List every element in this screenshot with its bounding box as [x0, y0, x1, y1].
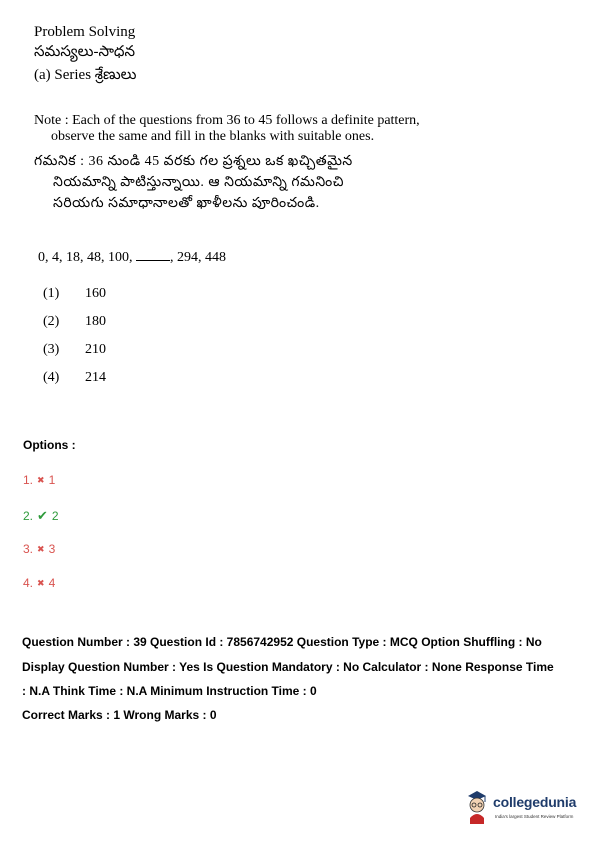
metadata-line2: Display Question Number : Yes Is Question Mandatory : No Calculator : None Response Time	[22, 659, 554, 674]
check-icon: ✔	[37, 508, 48, 523]
brand-tagline: India's largest Student Review Platform	[495, 814, 574, 819]
choice-item	[43, 314, 106, 342]
note-telugu-line1: గమనిక : 36 నుండి 45 వరకు గల ప్రశ్నలు ఒక ఖచ్చితమైన	[34, 154, 353, 169]
option-label: 2.	[23, 509, 34, 523]
option-2	[23, 508, 59, 524]
mascot-icon	[462, 788, 492, 826]
note-english	[34, 113, 454, 145]
note-english-line2: observe the same and fill in the blanks with suitable ones.	[51, 129, 375, 144]
option-value: 1	[48, 473, 56, 487]
option-label: 1.	[23, 473, 34, 487]
metadata-line3: : N.A Think Time : N.A Minimum Instruction Time : 0	[22, 684, 317, 698]
option-1	[23, 473, 55, 487]
choice-item	[43, 286, 106, 314]
choice-value: 180	[85, 314, 106, 329]
option-3	[23, 542, 55, 556]
metadata-line1: Question Number : 39 Question Id : 7856742952 Question Type : MCQ Option Shuffling : No	[22, 635, 542, 649]
heading-english: Problem Solving	[34, 24, 136, 40]
collegedunia-logo	[462, 788, 588, 828]
option-value: 4	[48, 576, 56, 590]
question-choices	[43, 286, 106, 398]
choice-number: (2)	[43, 314, 60, 329]
note-telugu-line3: సరియగు సమాధానాలతో ఖాళీలను పూరించండి.	[53, 196, 320, 211]
cross-icon: ✖	[37, 474, 45, 485]
series-blank	[136, 248, 170, 261]
question-header	[34, 22, 454, 85]
choice-item	[43, 342, 106, 370]
choice-value: 160	[85, 286, 106, 301]
option-value: 3	[48, 542, 56, 556]
options-heading: Options :	[23, 438, 76, 452]
choice-value: 214	[85, 370, 106, 385]
series-end: , 294, 448	[170, 250, 226, 265]
choice-number: (1)	[43, 286, 60, 301]
brand-name: collegedunia	[493, 794, 577, 810]
choice-value: 210	[85, 342, 106, 357]
choice-number: (3)	[43, 342, 60, 357]
heading-telugu: సమస్యలు-సాధన	[34, 44, 136, 60]
note-telugu-line2: నియమాన్ని పాటిస్తున్నాయి. ఆ నియమాన్ని గమనించి	[53, 175, 344, 190]
question-metadata	[22, 630, 577, 704]
note-telugu	[34, 151, 454, 214]
choice-number: (4)	[43, 370, 60, 385]
series-start: 0, 4, 18, 48, 100,	[38, 250, 136, 265]
cross-icon: ✖	[37, 543, 45, 554]
option-label: 3.	[23, 542, 34, 556]
choice-item	[43, 370, 106, 398]
subheading-series: (a) Series శ్రేణులు	[34, 67, 137, 83]
cross-icon: ✖	[37, 577, 45, 588]
option-label: 4.	[23, 576, 34, 590]
option-4	[23, 576, 55, 590]
option-value: 2	[51, 509, 59, 523]
marks-info: Correct Marks : 1 Wrong Marks : 0	[22, 708, 217, 722]
number-series	[38, 248, 226, 266]
note-english-line1: Note : Each of the questions from 36 to 45 follows a definite pattern,	[34, 113, 420, 128]
